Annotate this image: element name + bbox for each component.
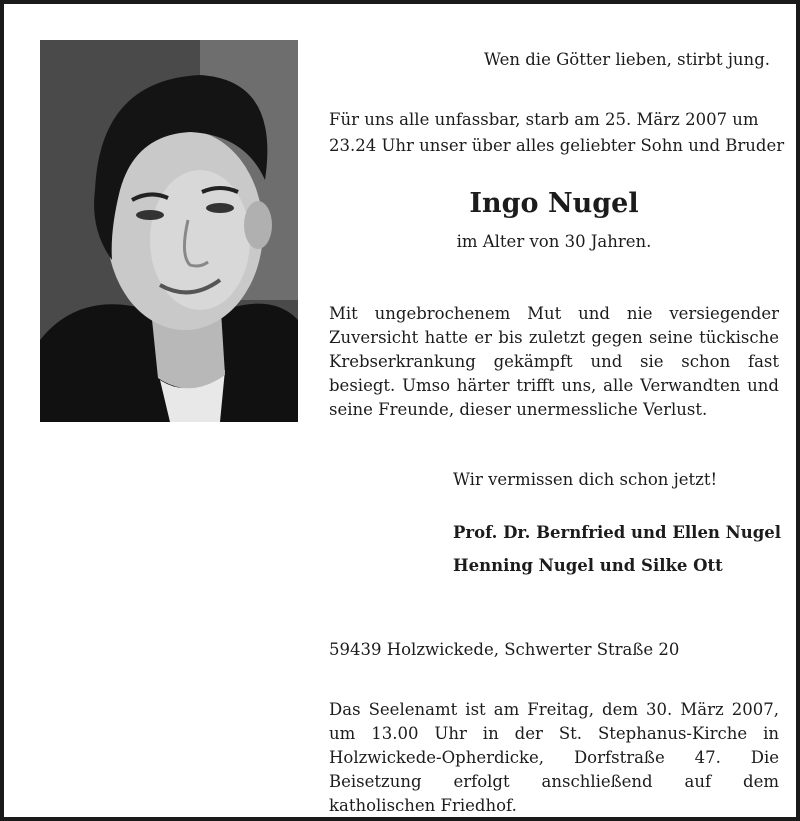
service-details: Das Seelenamt ist am Freitag, dem 30. März 2007, um 13.00 Uhr in der St. Stephanus-Kirche in Holzwickede-Opherdicke, Dorfstraße 47. Die Beisetzung erfolgt anschließend auf dem katholischen Friedhof.	[329, 700, 779, 815]
mourner-name: Henning Nugel und Silke Ott	[453, 556, 723, 575]
motto: Wen die Götter lieben, stirbt jung.	[483, 50, 770, 69]
miss-you-line: Wir vermissen dich schon jetzt!	[453, 470, 718, 489]
mourner-name: Prof. Dr. Bernfried und Ellen Nugel	[453, 523, 782, 542]
deceased-name: Ingo Nugel	[469, 188, 639, 219]
deceased-age: im Alter von 30 Jahren.	[456, 232, 652, 251]
portrait-photo	[40, 40, 298, 422]
announcement-line-1: Für uns alle unfassbar, starb am 25. März 2007 um	[329, 110, 759, 129]
tribute-paragraph: Mit ungebrochenem Mut und nie versiegender Zuversicht hatte er bis zuletzt gegen seine tückische Krebserkrankung gekämpft und sie schon fast besiegt. Umso härter trifft uns, alle Verwandten und seine Freunde, dieser unermessliche Verlust.	[329, 304, 779, 419]
announcement-line-2: 23.24 Uhr unser über alles geliebter Sohn und Bruder	[329, 136, 785, 155]
family-address: 59439 Holzwickede, Schwerter Straße 20	[329, 640, 680, 659]
